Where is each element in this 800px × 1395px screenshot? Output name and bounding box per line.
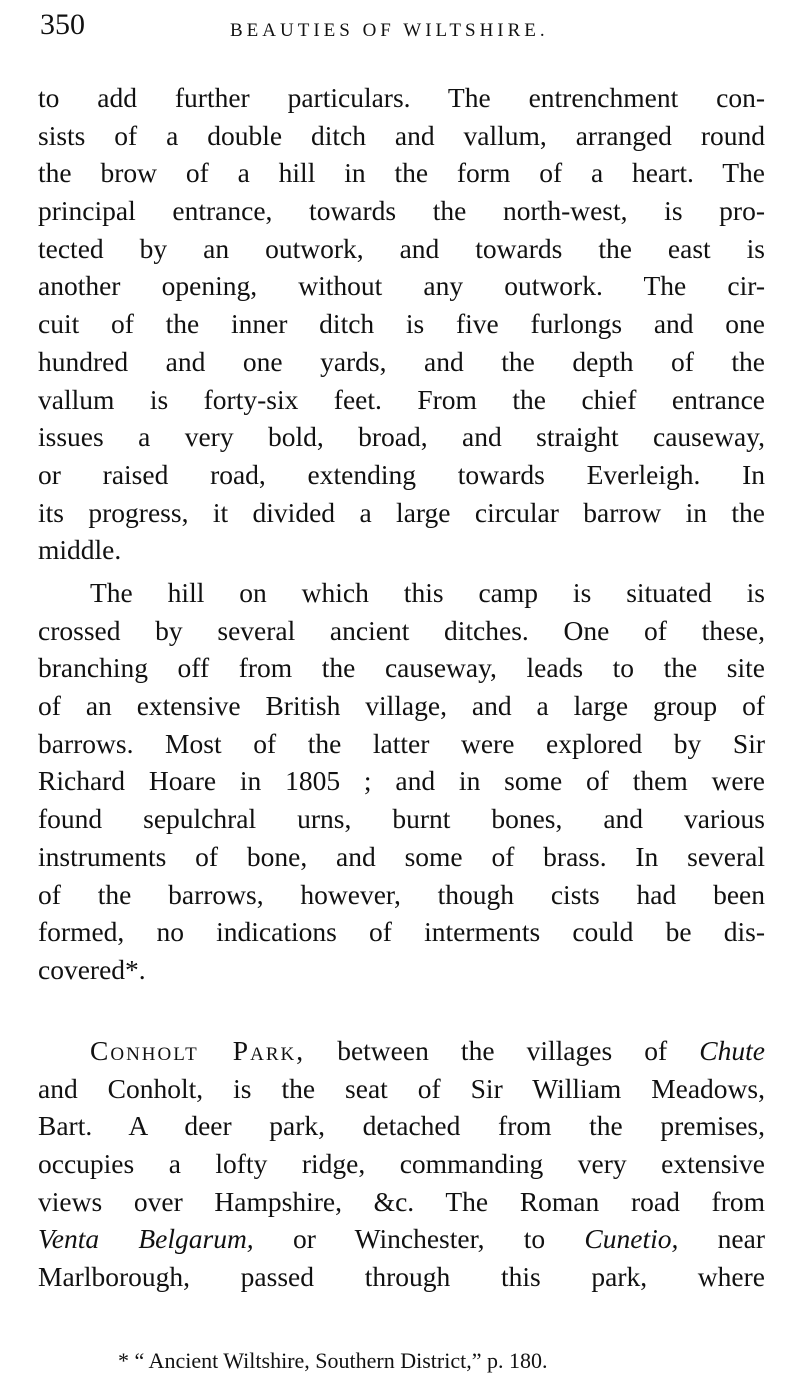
text-line: Richard Hoare in 1805 ; and in some of them were <box>38 765 765 797</box>
text-line: cuit of the inner ditch is five furlongs and one <box>38 308 765 340</box>
text-line: The hill on which this camp is situated is <box>90 577 765 608</box>
text-line: Bart. A deer park, detached from the premises, <box>38 1110 765 1142</box>
text-line: covered*. <box>38 953 146 985</box>
italic-place-name: Chute <box>699 1035 765 1066</box>
text-line: found sepulchral urns, burnt bones, and various <box>38 803 765 835</box>
text-segment: near <box>678 1223 765 1255</box>
paragraph-2 <box>38 574 765 989</box>
text-line: tected by an outwork, and towards the east is <box>38 232 765 264</box>
page-number: 350 <box>40 8 85 41</box>
text-line: instruments of bone, and some of brass. In several <box>38 840 765 872</box>
text-line: to add further particulars. The entrenchment con- <box>38 82 765 113</box>
text-line: vallum is forty-six feet. From the chief entrance <box>38 383 765 415</box>
text-line: middle. <box>38 534 122 566</box>
text-line: hundred and one yards, and the depth of the <box>38 345 765 377</box>
text-line: branching off from the causeway, leads to the site <box>38 652 765 684</box>
text-line: of the barrows, however, though cists had been <box>38 878 765 910</box>
paragraph-1 <box>38 79 765 569</box>
text-segment: between the villages of <box>305 1035 700 1066</box>
running-title: BEAUTIES OF WILTSHIRE. <box>230 20 549 41</box>
text-line: its progress, it divided a large circular barrow in the <box>38 496 765 528</box>
text-line: views over Hampshire, &c. The Roman road from <box>38 1185 765 1217</box>
place-name: Conholt Park, <box>90 1035 306 1066</box>
text-line: and Conholt, is the seat of Sir William Meadows, <box>38 1072 765 1104</box>
text-segment: or Winchester, to <box>253 1223 585 1255</box>
text-line <box>38 1220 765 1258</box>
paragraph-3 <box>38 1032 765 1296</box>
italic-place-name: Cunetio, <box>584 1223 679 1255</box>
text-line: sists of a double ditch and vallum, arranged round <box>38 119 765 151</box>
text-line: formed, no indications of interments could be dis- <box>38 916 765 948</box>
text-line: another opening, without any outwork. The cir- <box>38 270 765 302</box>
italic-place-name: Venta Belgarum, <box>38 1223 254 1255</box>
text-line: of an extensive British village, and a large group of <box>38 690 765 722</box>
text-line: or raised road, extending towards Everleigh. In <box>38 458 765 490</box>
text-line: crossed by several ancient ditches. One of these, <box>38 614 765 646</box>
text-line <box>38 1032 765 1070</box>
text-line: issues a very bold, broad, and straight causeway, <box>38 421 765 453</box>
text-line: occupies a lofty ridge, commanding very extensive <box>38 1148 765 1180</box>
text-line: barrows. Most of the latter were explored by Sir <box>38 727 765 759</box>
footnote: * “ Ancient Wiltshire, Southern District,” p. 180. <box>118 1348 548 1373</box>
text-line: Marlborough, passed through this park, where <box>38 1261 765 1293</box>
text-line: the brow of a hill in the form of a heart. The <box>38 157 765 189</box>
text-line: principal entrance, towards the north-west, is pro- <box>38 195 765 227</box>
